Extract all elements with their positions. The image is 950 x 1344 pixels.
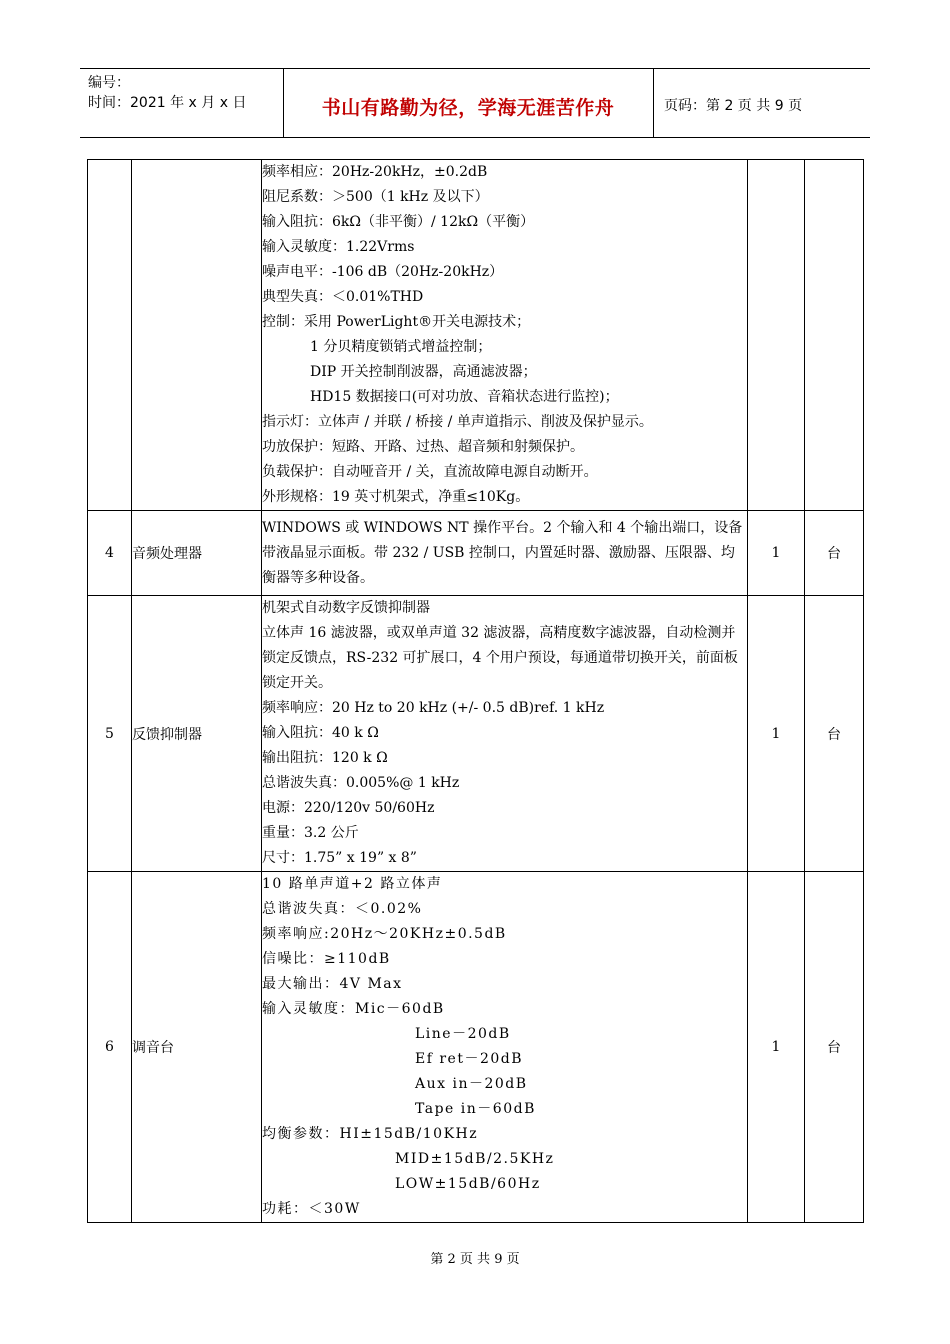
spec-line: 典型失真：＜0.01%THD (262, 289, 424, 305)
spec-line: 最大输出：4V Max (262, 976, 403, 992)
item-spec (262, 511, 748, 596)
item-name: 调音台 (132, 872, 262, 1223)
item-unit (805, 160, 864, 511)
item-name (132, 160, 262, 511)
spec-line: 控制：采用 PowerLight®开关电源技术； (262, 314, 531, 330)
table-row (88, 596, 864, 872)
spec-line: 频率响应:20Hz～20KHz±0.5dB (262, 926, 507, 942)
item-unit: 台 (805, 596, 864, 872)
spec-line: 输出阻抗：120 k Ω (262, 750, 388, 766)
page-header (80, 68, 870, 138)
item-spec (262, 596, 748, 872)
header-divider (653, 69, 654, 137)
item-quantity: 1 (748, 511, 805, 596)
spec-line: 输入阻抗：6kΩ（非平衡）/ 12kΩ（平衡） (262, 214, 535, 230)
spec-line: DIP 开关控制削波器，高通滤波器； (310, 364, 537, 380)
spec-line: 功放保护：短路、开路、过热、超音频和射频保护。 (262, 439, 584, 455)
equipment-spec-table (87, 159, 864, 1223)
item-number: 4 (88, 511, 132, 596)
item-unit: 台 (805, 872, 864, 1223)
spec-line: 外形规格：19 英寸机架式，净重≤10Kg。 (262, 489, 530, 505)
item-number: 6 (88, 872, 132, 1223)
spec-line: 10 路单声道+2 路立体声 (262, 876, 443, 892)
item-name: 音频处理器 (132, 511, 262, 596)
item-spec (262, 160, 748, 511)
spec-line: 频率相应：20Hz-20kHz，±0.2dB (262, 164, 488, 180)
spec-line: 总谐波失真：＜0.02% (262, 901, 423, 917)
spec-line: 负载保护：自动哑音开 / 关，直流故障电源自动断开。 (262, 464, 598, 480)
table-row (88, 160, 864, 511)
number-label: 编号： (88, 75, 130, 91)
item-name: 反馈抑制器 (132, 596, 262, 872)
item-unit: 台 (805, 511, 864, 596)
spec-paragraph: 立体声 16 滤波器，或双单声道 32 滤波器，高精度数字滤波器，自动检测并锁定反馈点，RS-232 可扩展口，4 个用户预设，每通道带切换开关，前面板锁定开关。 (262, 625, 738, 691)
spec-line: LOW±15dB/60Hz (395, 1176, 541, 1192)
item-number (88, 160, 132, 511)
page-footer: 第 2 页 共 9 页 (430, 1252, 520, 1267)
header-meta (88, 73, 246, 113)
spec-line: 重量：3.2 公斤 (262, 825, 359, 841)
spec-line: 输入阻抗：40 k Ω (262, 725, 379, 741)
spec-line: 机架式自动数字反馈抑制器 (262, 600, 430, 616)
spec-line: 频率响应：20 Hz to 20 kHz (+/- 0.5 dB)ref. 1 kHz (262, 700, 605, 716)
spec-line: 噪声电平：-106 dB（20Hz-20kHz） (262, 264, 504, 280)
spec-paragraph: WINDOWS 或 WINDOWS NT 操作平台。2 个输入和 4 个输出端口，设备带液晶显示面板。带 232 / USB 控制口，内置延时器、激励器、压限器、均衡器等多种设备。 (262, 519, 743, 586)
spec-line: 功耗：＜30W (262, 1201, 361, 1217)
table-row (88, 511, 864, 596)
spec-line: Ef ret－20dB (415, 1051, 524, 1067)
spec-line: 均衡参数：HI±15dB/10KHz (262, 1126, 479, 1142)
spec-line: 1 分贝精度锁销式增益控制； (310, 339, 492, 355)
spec-line: 阻尼系数：＞500（1 kHz 及以下） (262, 189, 489, 205)
spec-line: 指示灯：立体声 / 并联 / 桥接 / 单声道指示、削波及保护显示。 (262, 414, 653, 430)
spec-line: 输入灵敏度：1.22Vrms (262, 239, 415, 255)
item-number: 5 (88, 596, 132, 872)
spec-line: MID±15dB/2.5KHz (395, 1151, 555, 1167)
item-quantity: 1 (748, 872, 805, 1223)
item-quantity (748, 160, 805, 511)
spec-line: HD15 数据接口(可对功放、音箱状态进行监控)； (310, 389, 619, 405)
time-label: 时间：2021 年 x 月 x 日 (88, 95, 247, 111)
spec-line: 电源：220/120v 50/60Hz (262, 800, 435, 816)
table-row (88, 872, 864, 1223)
header-motto: 书山有路勤为径，学海无涯苦作舟 (321, 97, 615, 119)
spec-line: Tape in－60dB (415, 1101, 536, 1117)
item-spec (262, 872, 748, 1223)
spec-line: 信噪比：≥110dB (262, 951, 391, 967)
item-quantity: 1 (748, 596, 805, 872)
spec-line: 总谐波失真：0.005%@ 1 kHz (262, 775, 460, 791)
spec-line: 尺寸：1.75” x 19” x 8” (262, 850, 417, 866)
spec-line: 输入灵敏度：Mic－60dB (262, 1001, 445, 1017)
spec-line: Line－20dB (415, 1026, 511, 1042)
header-page-info: 页码：第 2 页 共 9 页 (664, 98, 803, 114)
spec-line: Aux in－20dB (415, 1076, 528, 1092)
